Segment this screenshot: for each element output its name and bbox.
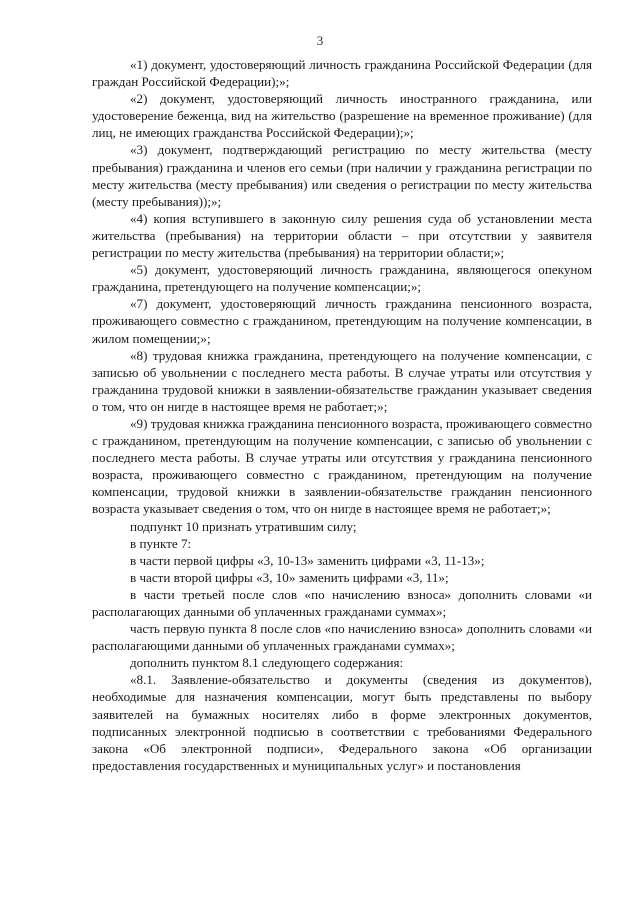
paragraph-item-8: «8) трудовая книжка гражданина, претендующего на получение компенсации, с записью об увольнении с последнего места работы. В случае утраты или отсутствия у гражданина трудовой книжки в заявлении-обязательстве гражданин указывает сведения о том, что он нигде в настоящее время не работает;»; [92,347,592,414]
paragraph-item-3: «3) документ, подтверждающий регистрацию по месту жительства (месту пребывания) гражданина и членов его семьи (при наличии у гражданина регистрации по месту жительства (месту пребывания) или сведения о регистрации по месту жительства (месту пребывания));»; [92,142,592,209]
paragraph-item-4: «4) копия вступившего в законную силу решения суда об установлении места жительства (пребывания) на территории области – при отсутствии у заявителя регистрации по месту жительства (пребывания) на территории области;»; [92,210,592,261]
paragraph-subitem-10-repeal: подпункт 10 признать утратившим силу; [130,518,357,534]
paragraph-point-8-1-text: «8.1. Заявление-обязательство и документы (сведения из документов), необходимые для назначения компенсации, могут быть представлены по выбору заявителей на бумажных носителях либо в форме электронных документов, подписанных электронной подписью в соответствии с требованиями Федерального закона «Об электронной подписи», Федерального закона «Об организации предоставления государственных и муниципальных услуг» и постановления [92,672,592,773]
paragraph-item-1: «1) документ, удостоверяющий личность гражданина Российской Федерации (для граждан Российской Федерации);»; [92,57,592,90]
paragraph-point-7-part-2: в части второй цифры «3, 10» заменить цифрами «3, 11»; [130,569,449,585]
paragraph-item-9: «9) трудовая книжка гражданина пенсионного возраста, проживающего совместно с гражданином, претендующим на получение компенсации, с записью об увольнении с последнего места работы. В случае утраты или отсутствия у гражданина пенсионного возраста, проживающего совместно с гражданином, претендующим на получение компенсации, трудовой книжки в заявлении-обязательстве гражданин пенсионного возраста указывает сведения о том, что он нигде в настоящее время не работает;»; [92,415,592,517]
paragraph-point-7-intro: в пункте 7: [130,535,192,551]
page-number: 3 [316,33,324,48]
paragraph-point-7-part-3: в части третьей после слов «по начислению взноса» дополнить словами «и располагающих данными об уплаченных гражданами суммах»; [92,586,592,619]
paragraph-point-8-1-intro: дополнить пунктом 8.1 следующего содержания: [130,655,404,671]
document-body [92,56,592,774]
paragraph-item-7: «7) документ, удостоверяющий личность гражданина пенсионного возраста, проживающего совместно с гражданином, претендующим на получение компенсации, в жилом помещении;»; [92,296,592,346]
paragraph-point-8: часть первую пункта 8 после слов «по начислению взноса» дополнить словами «и располагающими данными об уплаченных гражданами суммах»; [92,621,592,654]
paragraph-point-7-part-1: в части первой цифры «3, 10-13» заменить цифрами «3, 11-13»; [130,552,485,568]
paragraph-item-2: «2) документ, удостоверяющий личность иностранного гражданина, или удостоверение беженца, вид на жительство (разрешение на временное проживание) (для лиц, не имеющих гражданства Российской Федерации);»; [92,91,592,141]
paragraph-item-5: «5) документ, удостоверяющий личность гражданина, являющегося опекуном гражданина, претендующего на получение компенсации;»; [92,262,592,295]
